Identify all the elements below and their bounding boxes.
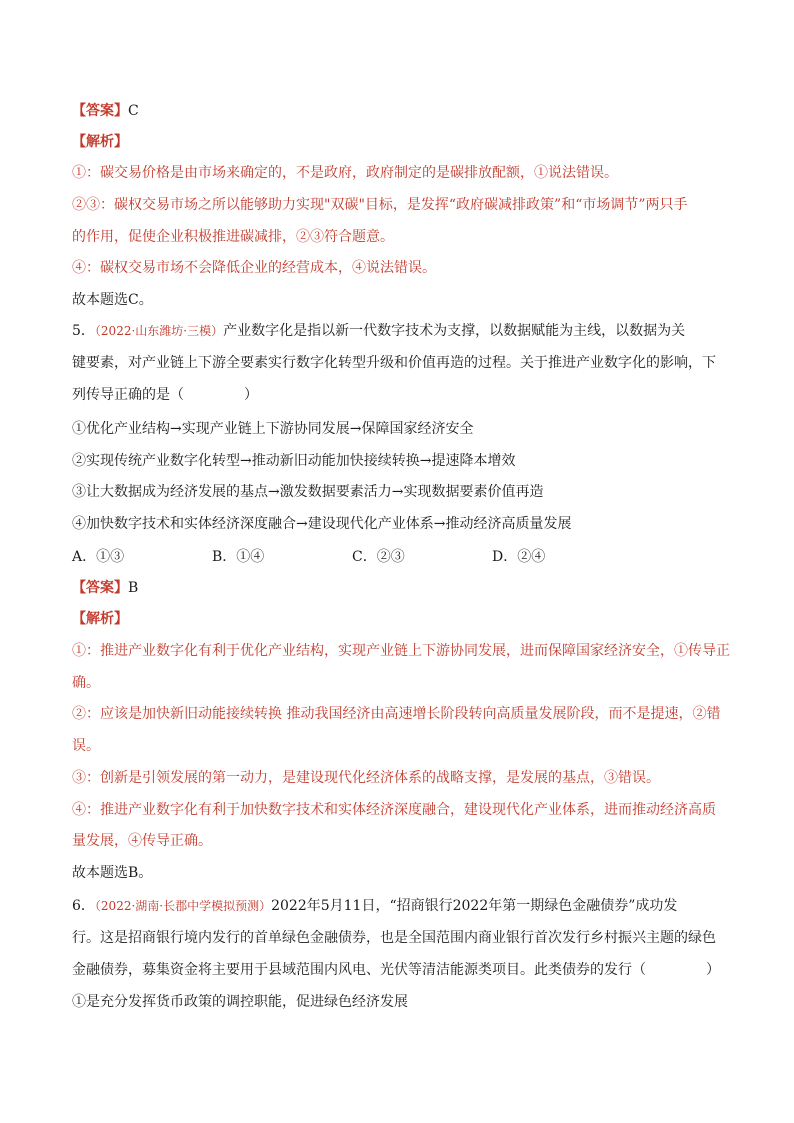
q5-analysis-line: 误。 <box>72 738 100 754</box>
q5-item: ③让大数据成为经济发展的基点→激发数据要素活力→实现数据要素价值再造 <box>72 484 544 500</box>
q5-analysis-line: ③：创新是引领发展的第一动力，是建设现代化经济体系的战略支撑，是发展的基点，③错误。 <box>72 770 660 786</box>
q5-analysis-line: 量发展，④传导正确。 <box>72 833 212 849</box>
q5-option-b: B．①④ <box>212 549 265 565</box>
q5-stem-line: 键要素，对产业链上下游全要素实行数字化转型升级和价值再造的过程。关于推进产业数字化的影响，下 <box>72 355 716 371</box>
q5-analysis-line: 确。 <box>72 675 100 691</box>
q5-answer-value: B <box>128 580 139 596</box>
q5-source: （2022·山东潍坊·三模） <box>94 324 224 338</box>
q5-stem-line <box>72 385 724 405</box>
q5-option-d: D．②④ <box>492 549 546 565</box>
q4-analysis-line: ①：碳交易价格是由市场来确定的，不是政府，政府制定的是碳排放配额，①说法错误。 <box>72 165 618 181</box>
q5-options <box>72 547 724 567</box>
q5-option-c: C．②③ <box>352 549 405 565</box>
q6-stem-line: 行。这是招商银行境内发行的首单绿色金融债券，也是全国范围内商业银行首次发行乡村振兴主题的绿色 <box>72 930 716 946</box>
q5-conclusion: 故本题选B。 <box>72 865 153 881</box>
q5-stem-text: 产业数字化是指以新一代数字技术为支撑，以数据赋能为主线，以数据为关 <box>223 323 686 339</box>
q6-item: ①是充分发挥货币政策的调控职能，促进绿色经济发展 <box>72 994 408 1010</box>
q5-item: ②实现传统产业数字化转型→推动新旧动能加快接续转换→提速降本增效 <box>72 453 516 469</box>
q5-stem-line-1 <box>72 321 724 341</box>
q5-analysis-line: ②：应该是加快新旧动能接续转换 推动我国经济由高速增长阶段转向高质量发展阶段，而不是提速，②错 <box>72 706 721 722</box>
q4-answer-label: 【答案】 <box>72 103 128 119</box>
q5-answer-label: 【答案】 <box>72 580 128 596</box>
q5-option-a: A．①③ <box>72 549 125 565</box>
q6-stem-text: 金融债券，募集资金将主要用于县域范围内风电、光伏等清洁能源类项目。此类债券的发行（ <box>72 962 646 978</box>
q5-stem-text: 列传导正确的是（ <box>72 387 184 403</box>
q5-stem-close: ） <box>244 387 258 403</box>
q4-analysis-line: ④：碳权交易市场不会降低企业的经营成本，④说法错误。 <box>72 260 436 276</box>
q6-stem-line <box>72 960 724 980</box>
q4-analysis-label: 【解析】 <box>72 134 128 150</box>
q5-analysis-line: ④：推进产业数字化有利于加快数字技术和实体经济深度融合，建设现代化产业体系，进而推动经济高质 <box>72 802 716 818</box>
q4-conclusion: 故本题选C。 <box>72 292 153 308</box>
q6-number: 6． <box>72 898 95 914</box>
q6-source: （2022·湖南·长郡中学模拟预测） <box>94 899 272 913</box>
q6-stem-text: 2022年5月11日，“招商银行2022年第一期绿色金融债券”成功发 <box>271 898 678 914</box>
q5-item: ①优化产业结构→实现产业链上下游协同发展→保障国家经济安全 <box>72 421 474 437</box>
q5-analysis-label: 【解析】 <box>72 611 128 627</box>
q4-answer <box>72 101 724 121</box>
q6-stem-line-1 <box>72 896 724 916</box>
q6-stem-close: ） <box>706 962 720 978</box>
q5-analysis-line: ①：推进产业数字化有利于优化产业结构，实现产业链上下游协同发展，进而保障国家经济安全，①传导正 <box>72 643 730 659</box>
q4-answer-value: C <box>128 103 139 119</box>
q4-analysis-line: ②③：碳权交易市场之所以能够助力实现"双碳"目标，是发挥“政府碳减排政策”和“市场调节”两只手 <box>72 197 688 213</box>
q5-number: 5． <box>72 323 95 339</box>
q5-answer <box>72 578 724 598</box>
q4-analysis-line: 的作用，促使企业积极推进碳减排，②③符合题意。 <box>72 229 394 245</box>
q5-item: ④加快数字技术和实体经济深度融合→建设现代化产业体系→推动经济高质量发展 <box>72 516 572 532</box>
